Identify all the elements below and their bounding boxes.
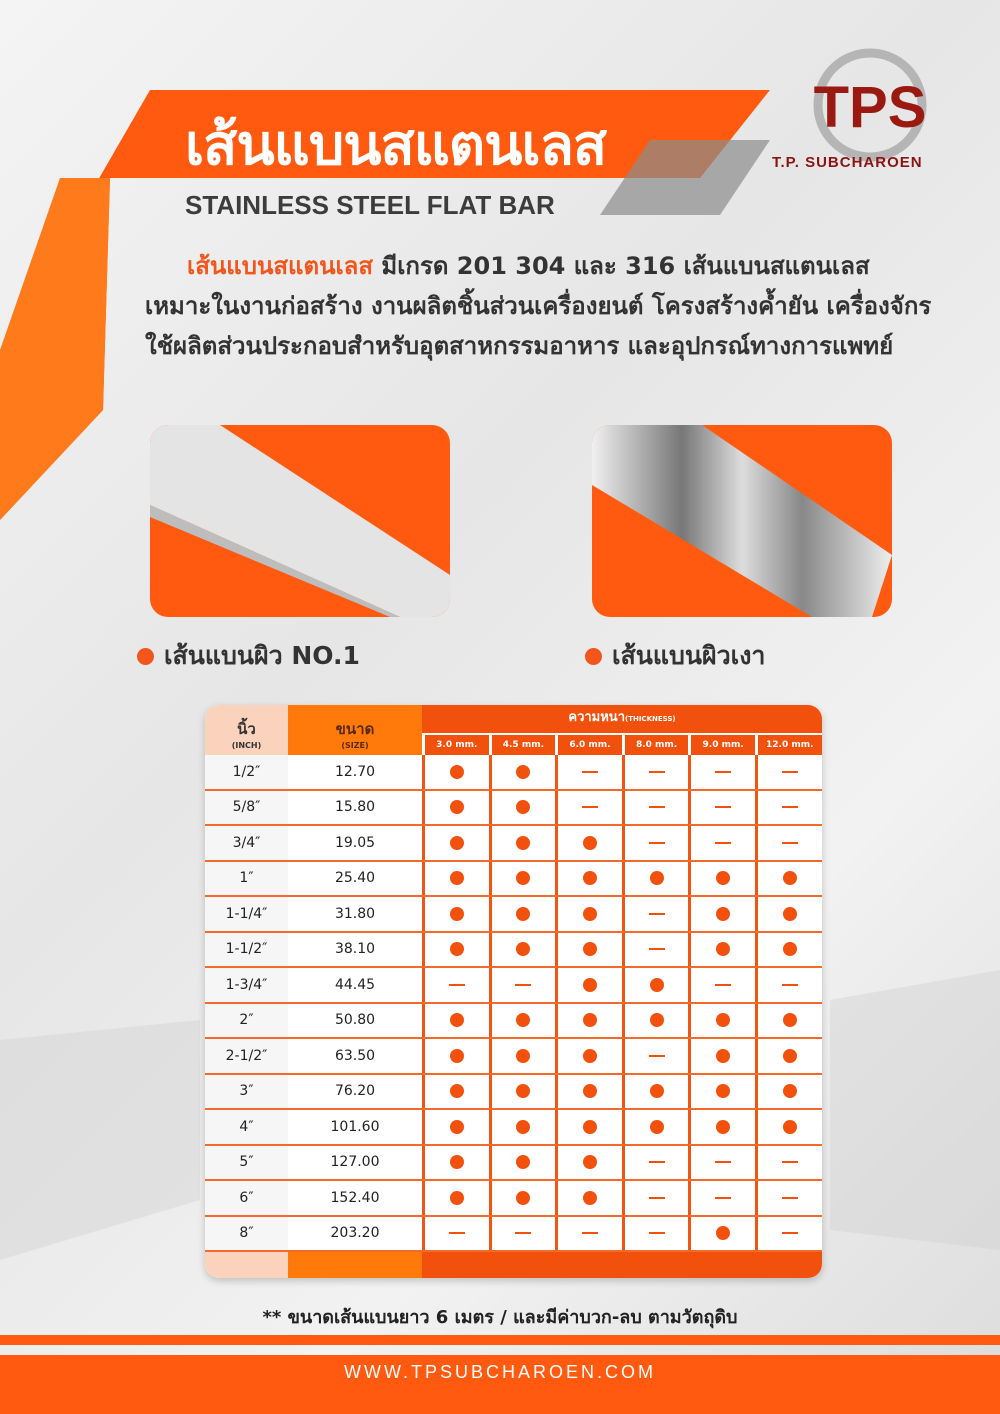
- product-image-no1: [150, 425, 450, 617]
- caption-no1: [137, 636, 360, 676]
- unavailable-dash-icon: [782, 1161, 798, 1163]
- availability-cell: [622, 968, 689, 1002]
- caption-label: เส้นแบนผิว NO.1: [164, 641, 360, 670]
- table-row: [205, 1039, 822, 1075]
- thickness-column-header: 6.0 mm.: [555, 735, 622, 755]
- available-dot-icon: [516, 1191, 530, 1205]
- page-title: เส้นแบนสแตนเลส: [185, 113, 607, 178]
- table-row: [205, 862, 822, 898]
- inch-cell: 4″: [205, 1110, 288, 1144]
- availability-cell: [755, 862, 822, 896]
- thickness-column-header: 12.0 mm.: [755, 735, 822, 755]
- thickness-header: [422, 705, 822, 733]
- available-dot-icon: [650, 1120, 664, 1134]
- available-dot-icon: [516, 836, 530, 850]
- availability-cell: [755, 1039, 822, 1073]
- available-dot-icon: [516, 1013, 530, 1027]
- availability-cell: [688, 862, 755, 896]
- availability-cell: [755, 1181, 822, 1215]
- size-cell: 44.45: [334, 976, 376, 993]
- availability-cell: [622, 862, 689, 896]
- available-dot-icon: [516, 907, 530, 921]
- available-dot-icon: [716, 1013, 730, 1027]
- available-dot-icon: [516, 800, 530, 814]
- available-dot-icon: [783, 1084, 797, 1098]
- availability-cell: [755, 826, 822, 860]
- availability-cell: [489, 897, 556, 931]
- available-dot-icon: [716, 1084, 730, 1098]
- availability-cell: [422, 1110, 489, 1144]
- availability-cell: [755, 1146, 822, 1180]
- availability-cell: [755, 1217, 822, 1251]
- availability-cell: [422, 1181, 489, 1215]
- inch-cell: 3″: [205, 1075, 288, 1109]
- unavailable-dash-icon: [782, 984, 798, 986]
- availability-cell: [555, 755, 622, 789]
- inch-cell: 6″: [205, 1181, 288, 1215]
- inch-cell: 1-3/4″: [205, 968, 288, 1002]
- availability-cell: [688, 1110, 755, 1144]
- available-dot-icon: [583, 907, 597, 921]
- availability-cell: [422, 968, 489, 1002]
- availability-cell: [555, 1075, 622, 1109]
- available-dot-icon: [583, 1084, 597, 1098]
- availability-cell: [422, 755, 489, 789]
- table-row: [205, 1110, 822, 1146]
- availability-cell: [489, 1181, 556, 1215]
- size-cell: 19.05: [334, 834, 376, 851]
- unavailable-dash-icon: [449, 984, 465, 986]
- unavailable-dash-icon: [782, 1232, 798, 1234]
- inch-cell: 3/4″: [205, 826, 288, 860]
- availability-cell: [555, 1146, 622, 1180]
- available-dot-icon: [516, 1049, 530, 1063]
- inch-cell: 1/2″: [205, 755, 288, 789]
- availability-cell: [622, 1075, 689, 1109]
- availability-cell: [422, 826, 489, 860]
- availability-cell: [489, 1217, 556, 1251]
- availability-cell: [688, 755, 755, 789]
- available-dot-icon: [716, 907, 730, 921]
- availability-cell: [555, 897, 622, 931]
- unavailable-dash-icon: [649, 913, 665, 915]
- unavailable-dash-icon: [649, 948, 665, 950]
- size-header-label: ขนาด: [335, 720, 375, 738]
- availability-cell: [622, 1146, 689, 1180]
- caption-mirror: [585, 636, 765, 676]
- availability-cell: [688, 791, 755, 825]
- size-cell: 76.20: [334, 1083, 376, 1100]
- unavailable-dash-icon: [649, 806, 665, 808]
- unavailable-dash-icon: [782, 806, 798, 808]
- availability-cell: [489, 968, 556, 1002]
- availability-cell: [489, 1004, 556, 1038]
- available-dot-icon: [783, 1120, 797, 1134]
- available-dot-icon: [516, 1155, 530, 1169]
- availability-cell: [688, 1181, 755, 1215]
- inch-cell: 5/8″: [205, 791, 288, 825]
- availability-cell: [489, 933, 556, 967]
- inch-cell: 1-1/2″: [205, 933, 288, 967]
- availability-cell: [555, 791, 622, 825]
- availability-cell: [622, 1004, 689, 1038]
- size-cell: 203.20: [330, 1225, 380, 1242]
- available-dot-icon: [450, 942, 464, 956]
- availability-cell: [555, 1110, 622, 1144]
- size-table: [205, 705, 822, 1278]
- available-dot-icon: [450, 1191, 464, 1205]
- available-dot-icon: [583, 942, 597, 956]
- availability-cell: [622, 897, 689, 931]
- available-dot-icon: [583, 871, 597, 885]
- availability-cell: [422, 933, 489, 967]
- size-cell: 15.80: [334, 799, 376, 816]
- unavailable-dash-icon: [715, 1197, 731, 1199]
- unavailable-dash-icon: [782, 771, 798, 773]
- availability-cell: [489, 862, 556, 896]
- description-highlight: เส้นแบนสแตนเลส: [187, 252, 374, 280]
- unavailable-dash-icon: [582, 1232, 598, 1234]
- availability-cell: [688, 1217, 755, 1251]
- availability-cell: [555, 968, 622, 1002]
- unavailable-dash-icon: [649, 1161, 665, 1163]
- inch-cell: 1-1/4″: [205, 897, 288, 931]
- availability-cell: [622, 1039, 689, 1073]
- available-dot-icon: [650, 978, 664, 992]
- available-dot-icon: [650, 1013, 664, 1027]
- unavailable-dash-icon: [649, 771, 665, 773]
- availability-cell: [422, 1004, 489, 1038]
- available-dot-icon: [450, 907, 464, 921]
- unavailable-dash-icon: [649, 842, 665, 844]
- table-row: [205, 968, 822, 1004]
- available-dot-icon: [450, 1084, 464, 1098]
- availability-cell: [555, 1004, 622, 1038]
- size-cell: 152.40: [330, 1189, 380, 1206]
- description-text: มีเกรด 201 304 และ 316 เส้นแบนสแตนเลส เหมาะในงานก่อสร้าง งานผลิตชิ้นส่วนเครื่องยนต์ โครงสร้างค้ำยัน เครื่องจักร ใช้ผลิตส่วนประกอบสำหรับอุตสาหกรรมอาหาร และอุปกรณ์ทางการแพทย์: [145, 252, 932, 360]
- table-row: [205, 1181, 822, 1217]
- available-dot-icon: [583, 1049, 597, 1063]
- availability-cell: [755, 897, 822, 931]
- availability-cell: [622, 826, 689, 860]
- availability-cell: [755, 1004, 822, 1038]
- available-dot-icon: [650, 1084, 664, 1098]
- size-cell: 50.80: [334, 1012, 376, 1029]
- available-dot-icon: [783, 1049, 797, 1063]
- availability-cell: [555, 826, 622, 860]
- table-row: [205, 826, 822, 862]
- size-header: [288, 705, 422, 755]
- unavailable-dash-icon: [582, 771, 598, 773]
- unavailable-dash-icon: [715, 842, 731, 844]
- thickness-header-label: ความหนา: [568, 710, 625, 725]
- product-description: [145, 246, 935, 366]
- available-dot-icon: [783, 1013, 797, 1027]
- logo-company-name: T.P. SUBCHAROEN: [772, 154, 923, 171]
- unavailable-dash-icon: [649, 1232, 665, 1234]
- availability-cell: [489, 826, 556, 860]
- available-dot-icon: [716, 871, 730, 885]
- availability-cell: [755, 755, 822, 789]
- available-dot-icon: [450, 1120, 464, 1134]
- availability-cell: [422, 1075, 489, 1109]
- available-dot-icon: [583, 836, 597, 850]
- inch-cell: 8″: [205, 1217, 288, 1251]
- svg-text:TPS: TPS: [813, 75, 927, 140]
- inch-header-sub: (INCH): [231, 741, 262, 750]
- available-dot-icon: [583, 1155, 597, 1169]
- available-dot-icon: [450, 1013, 464, 1027]
- table-row: [205, 1004, 822, 1040]
- table-row: [205, 933, 822, 969]
- availability-cell: [489, 1039, 556, 1073]
- available-dot-icon: [650, 871, 664, 885]
- availability-cell: [489, 1075, 556, 1109]
- available-dot-icon: [583, 1120, 597, 1134]
- unavailable-dash-icon: [515, 1232, 531, 1234]
- inch-cell: 2-1/2″: [205, 1039, 288, 1073]
- unavailable-dash-icon: [715, 771, 731, 773]
- availability-cell: [622, 1181, 689, 1215]
- availability-cell: [688, 1146, 755, 1180]
- available-dot-icon: [716, 1049, 730, 1063]
- availability-cell: [755, 1110, 822, 1144]
- length-note: ** ขนาดเส้นแบนยาว 6 เมตร / และมีค่าบวก-ลบ ตามวัตถุดิบ: [262, 1307, 738, 1328]
- available-dot-icon: [516, 1084, 530, 1098]
- available-dot-icon: [450, 1155, 464, 1169]
- size-cell: 63.50: [334, 1047, 376, 1064]
- available-dot-icon: [450, 871, 464, 885]
- available-dot-icon: [450, 1049, 464, 1063]
- availability-cell: [422, 897, 489, 931]
- size-cell: 101.60: [330, 1118, 380, 1135]
- available-dot-icon: [783, 871, 797, 885]
- thickness-column-header: 3.0 mm.: [422, 735, 489, 755]
- availability-cell: [688, 968, 755, 1002]
- availability-cell: [422, 1146, 489, 1180]
- available-dot-icon: [583, 978, 597, 992]
- availability-cell: [422, 862, 489, 896]
- table-row: [205, 1146, 822, 1182]
- available-dot-icon: [783, 907, 797, 921]
- availability-cell: [489, 755, 556, 789]
- unavailable-dash-icon: [715, 806, 731, 808]
- bullet-icon: [137, 648, 154, 665]
- inch-cell: 1″: [205, 862, 288, 896]
- available-dot-icon: [450, 836, 464, 850]
- availability-cell: [688, 897, 755, 931]
- unavailable-dash-icon: [515, 984, 531, 986]
- available-dot-icon: [583, 1191, 597, 1205]
- available-dot-icon: [516, 942, 530, 956]
- availability-cell: [555, 1181, 622, 1215]
- unavailable-dash-icon: [449, 1232, 465, 1234]
- thickness-column-header: 9.0 mm.: [688, 735, 755, 755]
- size-cell: 127.00: [330, 1154, 380, 1171]
- thickness-header-sub: (THICKNESS): [625, 715, 676, 723]
- size-cell: 12.70: [334, 763, 376, 780]
- inch-header: [205, 705, 288, 755]
- availability-cell: [622, 933, 689, 967]
- availability-cell: [755, 791, 822, 825]
- availability-cell: [688, 933, 755, 967]
- availability-cell: [422, 791, 489, 825]
- availability-cell: [622, 791, 689, 825]
- availability-cell: [688, 1039, 755, 1073]
- available-dot-icon: [716, 942, 730, 956]
- availability-cell: [489, 1110, 556, 1144]
- table-row: [205, 1217, 822, 1253]
- unavailable-dash-icon: [782, 1197, 798, 1199]
- table-row: [205, 897, 822, 933]
- website-link[interactable]: WWW.TPSUBCHAROEN.COM: [344, 1362, 656, 1382]
- availability-cell: [555, 1039, 622, 1073]
- availability-cell: [688, 1004, 755, 1038]
- available-dot-icon: [516, 1120, 530, 1134]
- size-cell: 38.10: [334, 941, 376, 958]
- available-dot-icon: [516, 765, 530, 779]
- thickness-column-header: 4.5 mm.: [489, 735, 556, 755]
- unavailable-dash-icon: [715, 1161, 731, 1163]
- availability-cell: [555, 862, 622, 896]
- availability-cell: [555, 933, 622, 967]
- availability-cell: [422, 1217, 489, 1251]
- unavailable-dash-icon: [715, 984, 731, 986]
- bullet-icon: [585, 648, 602, 665]
- available-dot-icon: [516, 871, 530, 885]
- available-dot-icon: [783, 942, 797, 956]
- inch-header-label: นิ้ว: [237, 720, 256, 738]
- size-cell: 25.40: [334, 870, 376, 887]
- available-dot-icon: [583, 1013, 597, 1027]
- available-dot-icon: [716, 1226, 730, 1240]
- availability-cell: [489, 791, 556, 825]
- unavailable-dash-icon: [649, 1197, 665, 1199]
- availability-cell: [489, 1146, 556, 1180]
- availability-cell: [755, 1075, 822, 1109]
- availability-cell: [755, 933, 822, 967]
- availability-cell: [422, 1039, 489, 1073]
- unavailable-dash-icon: [582, 806, 598, 808]
- availability-cell: [688, 1075, 755, 1109]
- availability-cell: [622, 1110, 689, 1144]
- unavailable-dash-icon: [782, 842, 798, 844]
- page-subtitle: STAINLESS STEEL FLAT BAR: [185, 190, 555, 220]
- inch-cell: 5″: [205, 1146, 288, 1180]
- available-dot-icon: [450, 800, 464, 814]
- unavailable-dash-icon: [649, 1055, 665, 1057]
- table-row: [205, 755, 822, 791]
- size-header-sub: (SIZE): [341, 741, 369, 750]
- thickness-column-header: 8.0 mm.: [622, 735, 689, 755]
- availability-cell: [622, 755, 689, 789]
- table-row: [205, 1075, 822, 1111]
- inch-cell: 2″: [205, 1004, 288, 1038]
- table-row: [205, 791, 822, 827]
- availability-cell: [755, 968, 822, 1002]
- size-cell: 31.80: [334, 905, 376, 922]
- available-dot-icon: [716, 1120, 730, 1134]
- availability-cell: [622, 1217, 689, 1251]
- availability-cell: [555, 1217, 622, 1251]
- product-image-mirror: [592, 425, 892, 617]
- availability-cell: [688, 826, 755, 860]
- caption-label: เส้นแบนผิวเงา: [612, 641, 766, 670]
- available-dot-icon: [450, 765, 464, 779]
